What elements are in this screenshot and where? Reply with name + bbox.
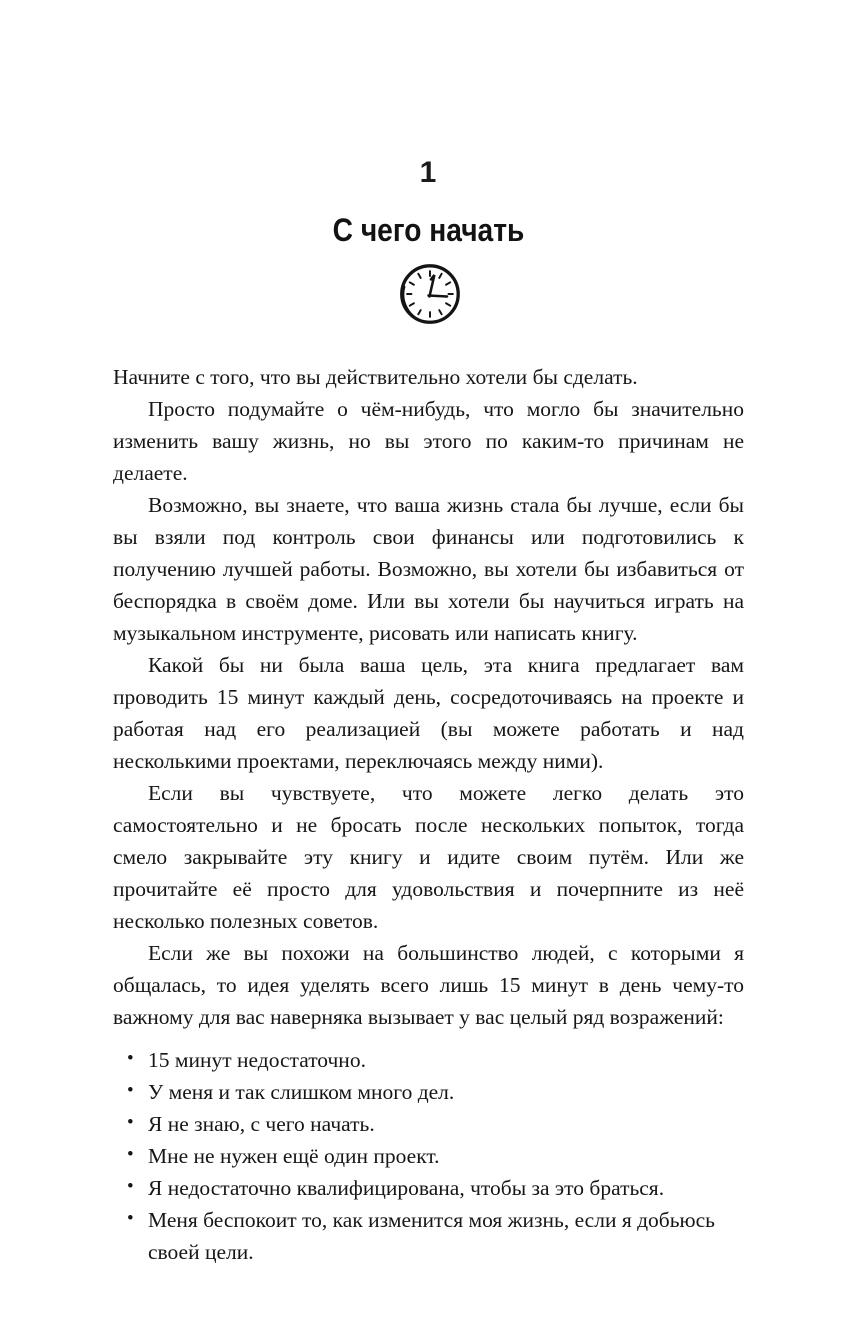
bullet-marker: • [127,1112,134,1133]
chapter-number: 1 [419,156,438,189]
list-item-text: Меня беспокоит то, как изменится моя жизнь, если я добьюсь своей цели. [148,1208,715,1264]
list-item [113,1044,744,1076]
paragraph: Просто подумайте о чём-нибудь, что могло бы значительно изменить вашу жизнь, но вы этого по каким-то причинам не делаете. [113,397,744,485]
paragraph: Начните с того, что вы действительно хотели бы сделать. [113,365,638,389]
list-item-text: Мне не нужен ещё один проект. [148,1144,440,1168]
bullet-marker: • [127,1208,134,1229]
paragraph: Если вы чувствуете, что можете легко делать это самостоятельно и не бросать после нескольких попыток, тогда смело закрывайте эту книгу и идите своим путём. Или же прочитайте её просто для удовольствия и почерпните из неё несколько полезных советов. [113,781,744,933]
bullet-marker: • [127,1048,134,1069]
list-item-text: Я недостаточно квалифицирована, чтобы за это браться. [148,1176,665,1200]
list-item [113,1172,744,1204]
paragraph: Если же вы похожи на большинство людей, с которыми я общалась, то идея уделять всего лишь 15 минут в день чему-то важному для вас наверняка вызывает у вас целый ряд возражений: [113,941,744,1029]
list-item-text: 15 минут недостаточно. [148,1048,366,1072]
list-item [113,1204,744,1268]
body-text [113,361,744,1268]
list-item-text: Я не знаю, с чего начать. [148,1112,375,1136]
objections-list [113,1044,744,1268]
paragraph: Какой бы ни была ваша цель, эта книга предлагает вам проводить 15 минут каждый день, сосредоточиваясь на проекте и работая над его реализацией (вы можете работать и над несколькими проектами, переключаясь между ними). [113,653,744,773]
list-item-text: У меня и так слишком много дел. [148,1080,455,1104]
list-item [113,1076,744,1108]
clock-icon [113,258,744,330]
bullet-marker: • [127,1176,134,1197]
chapter-title: С чего начать [332,212,525,248]
bullet-marker: • [127,1144,134,1165]
bullet-marker: • [127,1080,134,1101]
paragraph: Возможно, вы знаете, что ваша жизнь стала бы лучше, если бы вы взяли под контроль свои финансы или подготовились к получению лучшей работы. Возможно, вы хотели бы избавиться от беспорядка в своём доме. Или вы хотели бы научиться играть на музыкальном инструменте, рисовать или написать книгу. [113,493,744,645]
list-item [113,1108,744,1140]
list-item [113,1140,744,1172]
